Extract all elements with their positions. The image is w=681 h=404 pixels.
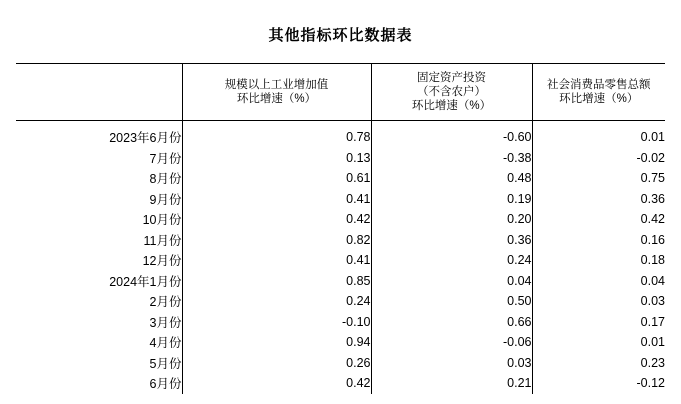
row-value: -0.02 (532, 148, 665, 169)
row-value: 0.21 (371, 373, 532, 394)
row-value: 0.61 (182, 168, 371, 189)
table-row (16, 127, 665, 148)
row-label: 11月份 (143, 233, 182, 248)
other-indicators-mom-table (16, 63, 665, 394)
row-value: 0.20 (371, 209, 532, 230)
row-value: 0.03 (532, 291, 665, 312)
column-header-line: 社会消费品零售总额 (547, 79, 651, 91)
row-label: 8月份 (149, 172, 182, 187)
row-value: 0.41 (182, 189, 371, 210)
row-label: 7月份 (149, 151, 182, 166)
table-row (16, 168, 665, 189)
row-value: 0.16 (532, 230, 665, 251)
table-row (16, 250, 665, 271)
row-value: 0.42 (532, 209, 665, 230)
row-value: 0.01 (532, 127, 665, 148)
row-value: 0.04 (532, 271, 665, 292)
row-value: 0.03 (371, 353, 532, 374)
row-value: 0.85 (182, 271, 371, 292)
row-value: 0.01 (532, 332, 665, 353)
row-value: 0.24 (182, 291, 371, 312)
row-value: 0.82 (182, 230, 371, 251)
row-label: 3月份 (149, 315, 182, 330)
row-value: 0.50 (371, 291, 532, 312)
row-value: 0.36 (371, 230, 532, 251)
column-header-line: 规模以上工业增加值 (224, 79, 329, 91)
table-row (16, 353, 665, 374)
table-row (16, 230, 665, 251)
row-value: 0.17 (532, 312, 665, 333)
row-value: 0.36 (532, 189, 665, 210)
row-value: 0.13 (182, 148, 371, 169)
row-value: -0.60 (371, 127, 532, 148)
row-value: 0.04 (371, 271, 532, 292)
row-value: 0.42 (182, 373, 371, 394)
row-value: 0.48 (371, 168, 532, 189)
row-value: 0.94 (182, 332, 371, 353)
table-row (16, 271, 665, 292)
row-label: 2024年1月份 (109, 274, 182, 289)
row-value: -0.06 (371, 332, 532, 353)
row-label: 4月份 (149, 336, 182, 351)
column-header-line: 环比增速（%） (411, 100, 492, 112)
row-value: -0.38 (371, 148, 532, 169)
row-value: -0.10 (182, 312, 371, 333)
table-row (16, 148, 665, 169)
row-label: 2023年6月份 (109, 131, 182, 146)
row-label: 10月份 (142, 213, 182, 228)
row-value: 0.24 (371, 250, 532, 271)
row-value: 0.19 (371, 189, 532, 210)
table-row (16, 209, 665, 230)
row-value: -0.12 (532, 373, 665, 394)
table-row (16, 373, 665, 394)
row-value: 0.42 (182, 209, 371, 230)
row-label: 12月份 (142, 254, 182, 269)
row-value: 0.66 (371, 312, 532, 333)
row-label: 6月份 (149, 377, 182, 392)
row-label: 9月份 (149, 192, 182, 207)
row-value: 0.78 (182, 127, 371, 148)
row-value: 0.26 (182, 353, 371, 374)
row-label: 5月份 (149, 356, 182, 371)
table-row (16, 291, 665, 312)
column-header-line: 固定资产投资 (417, 72, 486, 84)
row-value: 0.18 (532, 250, 665, 271)
column-header-industrial-value-added (182, 64, 371, 121)
row-value: 0.75 (532, 168, 665, 189)
column-header-retail-sales (532, 64, 665, 121)
row-label: 2月份 (149, 295, 182, 310)
column-header-fixed-asset-investment (371, 64, 532, 121)
table-row (16, 189, 665, 210)
row-value: 0.41 (182, 250, 371, 271)
column-header-line: 环比增速（%） (559, 93, 639, 105)
table-header-row (16, 64, 665, 121)
row-value: 0.23 (532, 353, 665, 374)
column-header-line: （不含农户） (417, 86, 486, 98)
table-row (16, 332, 665, 353)
column-header-period (16, 64, 182, 121)
column-header-line: 环比增速（%） (236, 93, 317, 105)
page-title: 其他指标环比数据表 (268, 27, 413, 44)
table-row (16, 312, 665, 333)
